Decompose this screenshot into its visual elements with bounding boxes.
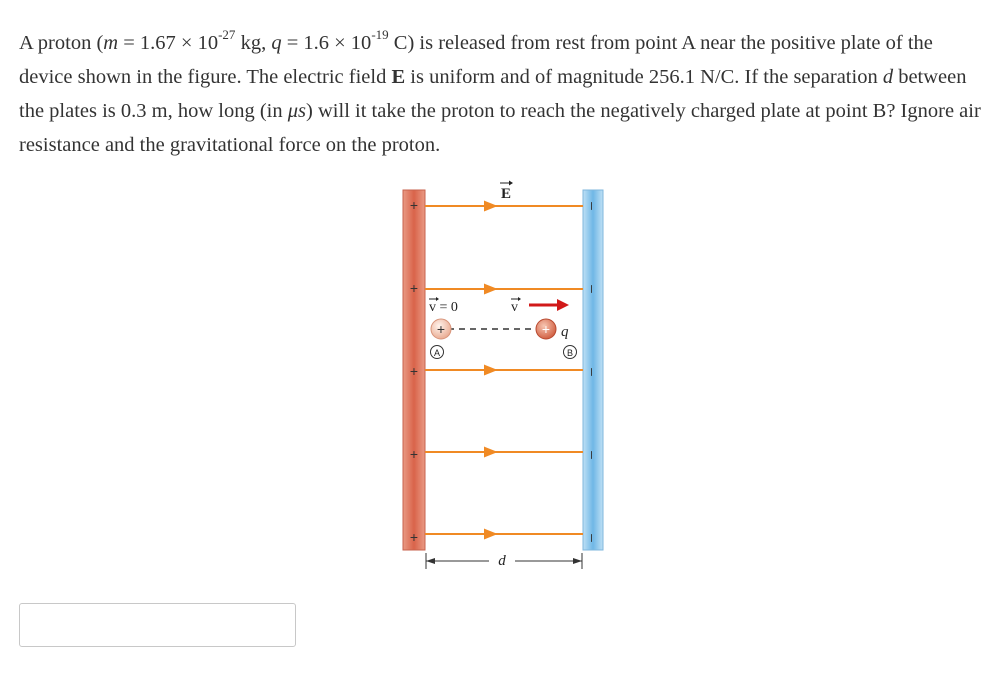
microsecond-symbol: μs xyxy=(287,100,307,122)
minus-sign: – xyxy=(585,451,601,459)
field-symbol: E xyxy=(391,66,406,88)
plus-sign: + xyxy=(409,280,419,296)
point-b-label: B xyxy=(566,348,574,358)
d-arrowhead-left xyxy=(426,558,435,564)
initial-velocity-label: v = 0 xyxy=(429,300,458,315)
v-vector-mark-head xyxy=(518,297,521,301)
proton-a-sign: + xyxy=(436,321,446,337)
charge-symbol: q xyxy=(271,32,282,54)
field-lines xyxy=(425,202,583,538)
field-arrowhead xyxy=(485,448,495,456)
d-label: d xyxy=(498,553,506,569)
minus-sign: – xyxy=(585,285,601,293)
field-label: E xyxy=(500,186,512,202)
field-arrowhead xyxy=(485,366,495,374)
answer-input[interactable] xyxy=(19,603,296,647)
minus-sign: – xyxy=(585,368,601,376)
mass-symbol: m xyxy=(103,32,119,54)
field-vector-mark-head xyxy=(509,181,513,186)
minus-sign: – xyxy=(585,534,601,542)
field-arrowhead xyxy=(485,285,495,293)
charge-label: q xyxy=(561,324,569,340)
point-a-label: A xyxy=(433,348,441,358)
d-arrowhead-right xyxy=(573,558,582,564)
plus-sign: + xyxy=(409,197,419,213)
plus-sign: + xyxy=(409,446,419,462)
separation-symbol: d xyxy=(882,66,894,88)
proton-b-sign: + xyxy=(541,321,551,337)
plus-sign: + xyxy=(409,529,419,545)
capacitor-figure xyxy=(395,180,620,580)
minus-sign: – xyxy=(585,202,601,210)
plus-sign: + xyxy=(409,363,419,379)
field-arrowhead xyxy=(485,202,495,210)
field-arrowhead xyxy=(485,530,495,538)
velocity-label: v xyxy=(511,300,518,315)
question-text: A proton ($m = 1.67 \times 10^{-27}$ kg, $q = 1.6 \times 10^{-19}$ C) is released from rest from point A near the positive plate of the device shown in the figure. The electric field E is uniform and of magnitude 256.1 N/C. If the separation d between the plates is 0.3 m, how long (in μs) will it take the proton to reach the negatively charged plate at point B? Ignore air resistance and the gravitational force on the proton. xyxy=(19,27,981,156)
velocity-arrowhead xyxy=(557,299,569,311)
